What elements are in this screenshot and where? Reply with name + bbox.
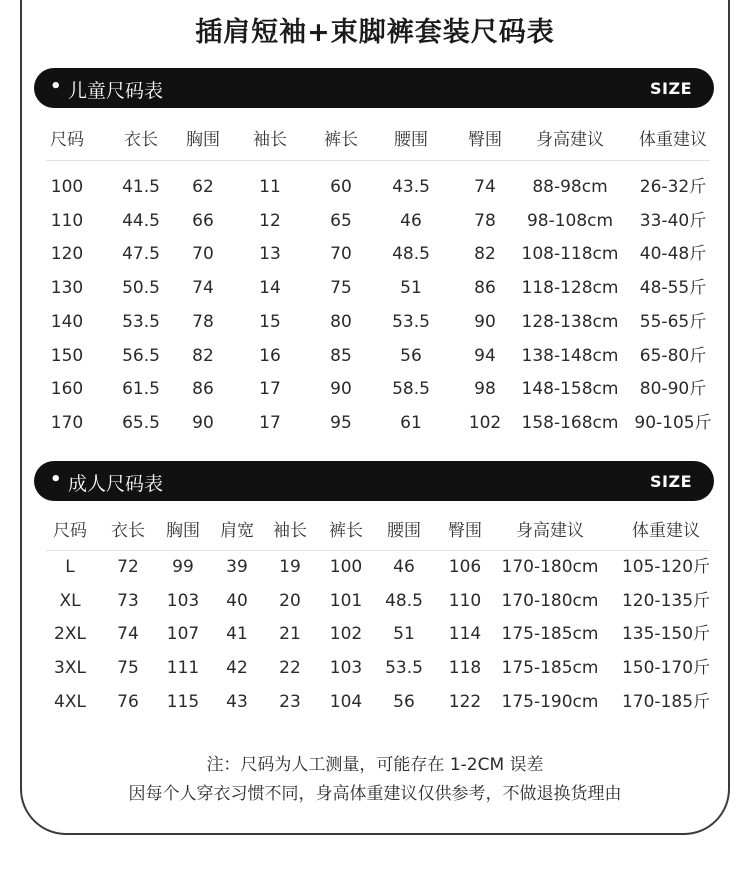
table-cell: 148-158cm <box>521 379 619 400</box>
table-cell: 98-108cm <box>526 210 614 231</box>
header-divider <box>46 160 710 161</box>
table-cell: 90 <box>330 379 352 400</box>
table-cell: 103 <box>329 658 363 679</box>
table-cell: 56.5 <box>122 345 160 366</box>
table-cell: 74 <box>192 278 214 299</box>
table-cell: 106 <box>448 557 482 577</box>
table-row <box>0 552 750 582</box>
table-cell: 135-150斤 <box>621 624 711 645</box>
table-cell: 23 <box>279 691 301 712</box>
table-cell: 105-120斤 <box>621 557 711 577</box>
table-cell: 120-135斤 <box>621 590 711 611</box>
children-size-label: SIZE <box>649 79 692 98</box>
table-cell: 170-185斤 <box>621 691 711 712</box>
bullet-icon: • <box>50 76 62 97</box>
column-header: 袖长 <box>253 130 287 150</box>
column-header: 身高建议 <box>516 521 584 541</box>
table-cell: 43 <box>226 691 248 712</box>
table-cell: 14 <box>259 278 281 299</box>
table-cell: 58.5 <box>392 379 430 400</box>
column-header: 衣长 <box>124 130 158 150</box>
table-cell: 75 <box>330 278 352 299</box>
table-cell: 42 <box>226 658 248 679</box>
table-cell: 46 <box>393 557 415 577</box>
table-cell: 65 <box>330 210 352 231</box>
table-cell: 40 <box>226 590 248 611</box>
table-row <box>0 307 750 337</box>
table-cell: 115 <box>166 691 200 712</box>
table-cell: 101 <box>329 590 363 611</box>
table-cell: 82 <box>192 345 214 366</box>
table-cell: 65-80斤 <box>639 345 707 366</box>
table-cell: 17 <box>259 379 281 400</box>
table-cell: 50.5 <box>122 278 160 299</box>
table-cell: 90-105斤 <box>634 412 712 433</box>
table-cell: 56 <box>393 691 415 712</box>
table-cell: 114 <box>448 624 482 645</box>
table-row <box>0 273 750 303</box>
table-cell: 2XL <box>54 624 86 645</box>
table-cell: 99 <box>172 557 194 577</box>
table-cell: 33-40斤 <box>639 210 707 231</box>
table-cell: 61.5 <box>122 379 160 400</box>
table-cell: 62 <box>192 177 214 197</box>
column-header: 裤长 <box>324 130 358 150</box>
table-cell: 16 <box>259 345 281 366</box>
adult-header-row <box>0 516 750 546</box>
table-cell: 70 <box>330 244 352 265</box>
column-header: 腰围 <box>387 521 421 541</box>
table-cell: 44.5 <box>122 210 160 231</box>
table-cell: 80-90斤 <box>639 379 707 400</box>
table-row <box>0 239 750 269</box>
table-cell: 72 <box>117 557 139 577</box>
table-cell: 65.5 <box>122 412 160 433</box>
table-cell: 120 <box>50 244 84 265</box>
column-header: 尺码 <box>50 130 84 150</box>
table-cell: 43.5 <box>392 177 430 197</box>
table-cell: 53.5 <box>385 658 423 679</box>
table-cell: 150-170斤 <box>621 658 711 679</box>
table-cell: 86 <box>192 379 214 400</box>
table-cell: L <box>65 557 75 577</box>
table-cell: 107 <box>166 624 200 645</box>
table-cell: 75 <box>117 658 139 679</box>
column-header: 身高建议 <box>536 130 604 150</box>
table-row <box>0 341 750 371</box>
column-header: 体重建议 <box>632 521 700 541</box>
table-cell: 160 <box>50 379 84 400</box>
adult-section-label: 成人尺码表 <box>68 473 164 495</box>
children-header-row <box>0 125 750 155</box>
table-cell: 12 <box>259 210 281 231</box>
table-cell: 128-138cm <box>521 311 619 332</box>
table-row <box>0 172 750 202</box>
table-cell: 55-65斤 <box>639 311 707 332</box>
table-row <box>0 206 750 236</box>
table-cell: 48.5 <box>385 590 423 611</box>
table-cell: 158-168cm <box>521 412 619 433</box>
table-cell: 150 <box>50 345 84 366</box>
table-cell: 53.5 <box>392 311 430 332</box>
table-row <box>0 619 750 649</box>
table-cell: 61 <box>400 412 422 433</box>
table-cell: 130 <box>50 278 84 299</box>
table-cell: 94 <box>474 345 496 366</box>
table-cell: 98 <box>474 379 496 400</box>
table-cell: 4XL <box>54 691 86 712</box>
column-header: 裤长 <box>329 521 363 541</box>
table-cell: 74 <box>117 624 139 645</box>
table-cell: 60 <box>330 177 352 197</box>
table-row <box>0 374 750 404</box>
table-cell: 20 <box>279 590 301 611</box>
table-cell: 122 <box>448 691 482 712</box>
table-cell: 21 <box>279 624 301 645</box>
column-header: 胸围 <box>166 521 200 541</box>
table-cell: 100 <box>50 177 84 197</box>
table-row <box>0 586 750 616</box>
table-row <box>0 653 750 683</box>
column-header: 肩宽 <box>220 521 254 541</box>
adult-section-bar <box>34 461 714 501</box>
table-cell: 80 <box>330 311 352 332</box>
table-cell: 74 <box>474 177 496 197</box>
header-divider <box>46 550 710 551</box>
column-header: 臀围 <box>448 521 482 541</box>
column-header: 臀围 <box>468 130 502 150</box>
table-cell: 90 <box>192 412 214 433</box>
table-cell: 51 <box>400 278 422 299</box>
table-cell: 170-180cm <box>501 557 599 577</box>
table-cell: 40-48斤 <box>639 244 707 265</box>
table-row <box>0 408 750 438</box>
table-cell: 110 <box>448 590 482 611</box>
table-cell: 85 <box>330 345 352 366</box>
children-section-bar <box>34 68 714 108</box>
column-header: 胸围 <box>186 130 220 150</box>
column-header: 腰围 <box>394 130 428 150</box>
table-cell: 110 <box>50 210 84 231</box>
table-cell: 95 <box>330 412 352 433</box>
table-cell: 41.5 <box>122 177 160 197</box>
table-cell: 46 <box>400 210 422 231</box>
table-cell: 48.5 <box>392 244 430 265</box>
table-cell: 15 <box>259 311 281 332</box>
table-cell: 78 <box>474 210 496 231</box>
table-cell: 111 <box>166 658 200 679</box>
table-cell: 170-180cm <box>501 590 599 611</box>
table-cell: 26-32斤 <box>639 177 707 197</box>
table-cell: 22 <box>279 658 301 679</box>
table-cell: 103 <box>166 590 200 611</box>
column-header: 体重建议 <box>639 130 707 150</box>
table-cell: 100 <box>329 557 363 577</box>
table-cell: 51 <box>393 624 415 645</box>
table-cell: 88-98cm <box>532 177 608 197</box>
table-cell: 175-185cm <box>501 624 599 645</box>
table-cell: 108-118cm <box>521 244 619 265</box>
children-section-label: 儿童尺码表 <box>68 80 164 102</box>
table-cell: 82 <box>474 244 496 265</box>
table-cell: 11 <box>259 177 281 197</box>
table-cell: 86 <box>474 278 496 299</box>
adult-size-label: SIZE <box>649 472 692 491</box>
table-cell: 53.5 <box>122 311 160 332</box>
table-cell: 17 <box>259 412 281 433</box>
table-cell: 48-55斤 <box>639 278 707 299</box>
measurement-note: 注：尺码为人工测量，可能存在 1-2CM 误差 <box>206 755 544 775</box>
column-header: 袖长 <box>273 521 307 541</box>
table-cell: 78 <box>192 311 214 332</box>
table-cell: 102 <box>329 624 363 645</box>
table-cell: 90 <box>474 311 496 332</box>
table-cell: 175-185cm <box>501 658 599 679</box>
table-cell: 138-148cm <box>521 345 619 366</box>
table-cell: 41 <box>226 624 248 645</box>
column-header: 尺码 <box>53 521 87 541</box>
bullet-icon: • <box>50 469 62 490</box>
table-cell: 19 <box>279 557 301 577</box>
table-cell: 102 <box>468 412 502 433</box>
table-cell: 3XL <box>54 658 86 679</box>
page-title: 插肩短袖+束脚裤套装尺码表 <box>195 17 555 48</box>
reference-note: 因每个人穿衣习惯不同，身高体重建议仅供参考，不做退换货理由 <box>128 784 622 804</box>
table-cell: 140 <box>50 311 84 332</box>
column-header: 衣长 <box>111 521 145 541</box>
table-cell: 76 <box>117 691 139 712</box>
table-cell: XL <box>59 590 81 611</box>
table-cell: 70 <box>192 244 214 265</box>
table-cell: 56 <box>400 345 422 366</box>
table-cell: 13 <box>259 244 281 265</box>
table-cell: 73 <box>117 590 139 611</box>
table-cell: 170 <box>50 412 84 433</box>
table-cell: 175-190cm <box>501 691 599 712</box>
table-cell: 118 <box>448 658 482 679</box>
table-cell: 39 <box>226 557 248 577</box>
table-row <box>0 687 750 717</box>
table-cell: 66 <box>192 210 214 231</box>
table-cell: 47.5 <box>122 244 160 265</box>
table-cell: 118-128cm <box>521 278 619 299</box>
table-cell: 104 <box>329 691 363 712</box>
